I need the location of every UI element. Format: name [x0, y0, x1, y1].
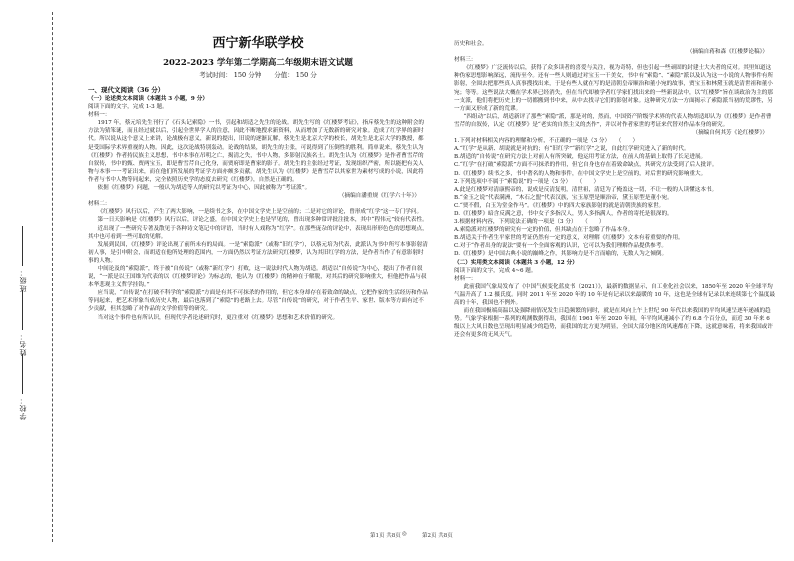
option: B.胡适的“自传说”在研究方法上对前人有所突破，他运用考证方法，在前人的基础上取得了长足进展。 — [454, 154, 707, 161]
name-blank-line — [23, 290, 24, 330]
name-field[interactable] — [18, 290, 28, 356]
paragraph: “四组动”以后，胡适新评了那些“索隐”派，那是对的，然而，中国资产阶级学术界的代表人物胡适却认为《红楼梦》是作者曹雪芹的自叙传，认定《红楼梦》是“老实的自然主义的杰作”，并以对作者家世的考证来代替对作品本身的研究。 — [454, 113, 772, 128]
paragraph: 《红楼梦》广泛流传以后，获得了众多读者的喜爱与关注，视为奇特，但也引起一些顽固的封建士大夫者的反对。其里知道这种伪家思想影响深远，流传至今。还有一些人则通过对宝玉一干美女，书中有“索隐”、“素隐”派以及认为这一小说的人物事件有所影射，全围去把那些真人真事搜找出来，于是有些人就在写的是清朝皇帝顺治和董小宛的故事，贾宝玉和林黛玉就是清世祖和董小宛；等等。这些说法大概在学术界已经消失，但在当代却被学者红学家们找出来的一些新说法中，以“红楼梦”旨在谈政治为主的那一支派，他们将把历史上的一切都搬到书中来，从中去找寻它们的影射对象。这种研究方法一方面揭示了索隐派当初的荒谬性，另一方面又形成了新的荒谬。 — [454, 65, 774, 112]
subsection-heading: （二）实用类文本阅读（本题共 3 小题，12 分） — [454, 259, 578, 266]
instruction: 阅读下面的文字，完成 1-3 题。 — [88, 104, 168, 111]
left-column — [88, 36, 428, 322]
paragraph: 当对这个事件也有所认识，但现代学者论述研究时，更注重对《红楼梦》思想和艺术价值的研究。 — [97, 314, 339, 321]
option: D.《红楼梦》暗含反满之意，书中女子多指汉人，男人多指满人，作者的寄托是很深的。 — [454, 210, 673, 217]
binding-margin — [0, 0, 62, 561]
school-title: 西宁新华联学校 — [212, 36, 304, 51]
source-citation: （摘编自潘重规《红学六十年》） — [338, 193, 420, 200]
question: 3.根据材料内容，下列说法正确的一项是（3 分） （ ） — [454, 219, 605, 226]
class-field-label: 班级： — [19, 268, 27, 292]
option: C.“贾不假，白玉为堂金作马”。《红楼梦》中的四大家族影射的就是清朝贵族的家世。 — [454, 202, 665, 209]
exam-title: 2022-2023 学年第二学期高二年级期末语文试题 — [163, 58, 353, 68]
material-label: 材料二： — [88, 201, 111, 208]
option: A.“红学”是从新、胡说就是对抗的；有“旧红学”“新红学”之说，自此红学研究进入了新的时代。 — [454, 146, 690, 153]
option: D.《红楼梦》续书之多，书中著名的人物和事件，在中国文学史上是空前的，对后世的研究影响重大。 — [454, 170, 707, 177]
paragraph: 发展到民国，《红楼梦》评论出现了前所未有的局面。一是“索隐派”（或称“旧红学”），以蔡元培为代表，此派认为书中所写本事影射清初人事，是引申附会，而胡适在他所处理的范围内，一方面仍然以考证方法研究红楼梦，认为其旧红学的方法，是作者当作了有意影射时事的人物。 — [88, 241, 428, 264]
paragraph: 应当说，“自传说”在打破不科学的“索隐派”方面是有其不可抹杀的作用的，但它本身却存在着致命的缺点，它把作家的生活经历和作品等同起来，把艺术形象当成历史人物，最后也落到了“索隐”的老路上去。尽管“自传说”的研究，对于作者生平、家世、版本等方面有过不少贡献，但其忽略了对作品的文学价值等的研究。 — [88, 290, 428, 313]
paragraph: 此前我国气象局发布了《中国气候变化蓝皮书（2021）》，最新的数据显示，自工业化社会以来，1850年至 2020 年全球平均气温升高了 1.2 摄氏度。同时 2011 年至 2020 年的 10 年是有记录以来最暖的 10 年，这也是全球有记录以来连续第七个温度最高的十年，我国也不例外。 — [454, 283, 776, 306]
school-blank-line — [23, 354, 24, 394]
option: C.对于“作者出身的说法”要有一个全面客观的认识，它可以为我们理解作品提供参考。 — [454, 243, 667, 250]
class-blank-line — [23, 226, 24, 266]
page-number-left: 第1页 共8页 — [370, 533, 401, 539]
paragraph: 依据《红楼梦》问题，一般认为胡适等人的研究以考证为中心，因此被称为“考证派”。 — [97, 185, 311, 192]
paragraph: 中间论及的“索隐派”，终于被“自传说”（或称“新红学”）打败，这一说法时代人物为胡适。胡适以“自传说”为中心，提出了作者自叙说，“一派是以王国维为代表的以《红楼梦评论》为标志的，他认为《红楼梦》的精神在于解脱，对其后的研究影响重大，但他把作品与叔本华悲观主义哲学挂钩。” — [88, 265, 427, 289]
paragraph: 而在我国极端高温以及强降雨情况发生日趋频繁的同时，就是在风向上午上世纪 90 年代以来我国的平均风速呈逐年递减的趋势。气象学家根据一系列的观测数据得出，我国在 1961 年至 2020 年间，年平均风速减小了约 6.8 个百分点，而近 30 年来 6 级以上大风日数也呈现出明显减少的趋势，而我国的北方更为明显，全国大部分地区的风速都在下降，这就意味着，将来我国或许还会有更多的无风天气。 — [454, 308, 773, 339]
question: 2.下列选项中不属于“索隐说”的一项是（3 分） （ ） — [454, 178, 600, 185]
paragraph: 近出现了一些研究专著及散见于各种诗文笔记中的评语，当时有人戏称为“红学”。在那些庞杂的评论中，表现出形形色色的思想观点，其中也可看到一些可取的见解。 — [88, 225, 428, 240]
paragraph: 历史和社会。 — [454, 41, 488, 47]
section-heading: 一、现代文阅读（36 分） — [88, 86, 165, 94]
school-field-label: 学校： — [19, 396, 27, 420]
exam-info: 考试时间： 150 分钟 分值： 150 分 — [199, 71, 317, 79]
right-column — [454, 40, 776, 339]
binding-dashed-line — [52, 12, 53, 542]
source-citation: （摘编自蒋和森《红楼梦论稿》） — [686, 49, 768, 56]
school-field[interactable] — [18, 354, 28, 420]
page-number-right: 第2页 共8页 — [422, 533, 453, 539]
paragraph: 第一日天影响是《红楼梦》风行以后，评论之盛，在中国文学史上也是罕见的，曾出现多种常评批注批本，其中“程伟元”较有代表性。 — [97, 217, 428, 224]
option: D.《红楼梦》是中国古典小说的巅峰之作，其影响力是不言而喻的，无数人为之倾倒。 — [454, 251, 668, 258]
option: C.“红学”在打破“索隐派”方面不可抹杀的作用，但它自身也存在着致命缺点，其研究方法受到了后人批评。 — [454, 162, 718, 169]
question: 1.下列对材料相关内容的理解和分析，不正确的一项是（3 分） （ ） — [454, 138, 639, 145]
footer-center-mark: ◎ — [402, 531, 407, 537]
paragraph: 1917 年，蔡元培先生刊行了《石头记索隐》一书，引起和胡适之先生的论战。胡先生写的《红楼梦考证》，指斥蔡先生的这种附会的方法为猜笨谜，而且经过就以后，引起全世界学人的注意，因此不断地搜求新资料，从而增加了无数新的研究对象。造成了红学界的新时代。所以说从这个意义上来讲，论战极有意义，新说的提出，旧说的逐渐瓦解，蔡先生是北京大学的校长，胡先生是北京大学的教授，都是受国际学术界重视的人物。因此，这次论战特别轰动。论战的结果，胡先生的主张，可说得到了压倒性的胜利。简单说来，蔡先生认为《红楼梦》作者持民族主义思想，书中本事在吊明之亡，揭清之失，书中人物，多影射汉族名士。胡先生认为《红楼梦》是作者曹雪芹的自叙传，书中的甄、贾两宝玉，即是曹雪芹自己化身，而贾府即是曹家的影子。胡先生的主张经过考证，发现组织严密，所以能把有关人物与本事一一考证出来，而在他们所发展的考证学方面亦颇多贡献。胡先生认为《红楼梦》是曹雪芹以其家世为素材写成的小说，因此将作者与书中人物等同起来，完全依照历史学的态度去研究《红楼梦》，自然是正确的。 — [88, 120, 424, 183]
instruction: 阅读下面的文字，完成 4~6 题。 — [454, 267, 537, 274]
name-field-label: 姓名： — [19, 332, 27, 356]
option: B.胡适关于作者生平家世的考证仍然有一定的意义，对理解《红楼梦》文本有着重要的作用。 — [454, 235, 684, 242]
source-citation: （摘编自何其芳《论红楼梦》） — [692, 130, 768, 137]
option: A.索隐派对红楼梦的研究有一定的价值，但其缺点在于忽略了作品本身。 — [454, 227, 634, 234]
class-field[interactable] — [18, 226, 28, 292]
option: B.“金玉之说”代表满洲，“木石之盟”代表汉族，宝玉原型是顺治帝，黛玉原型是董小宛。 — [454, 194, 673, 201]
material-label: 材料一： — [88, 112, 111, 119]
subsection-heading: （一）论述类文本阅读（本题共 3 小题，9 分） — [88, 96, 208, 102]
option: A.此是红楼梦对清康熙帝的，说成是反清复明，清世祖，清廷为了掩盖这一切，不让一般的人读懂这本书。 — [454, 186, 718, 193]
paragraph: 《红楼梦》风行以后，产生了两大影响，一是续书之多，在中国文学史上是空前的；二是对它的评论，曾形成“红学”这一专门学问。 — [97, 209, 423, 216]
material-label: 材料一： — [454, 275, 477, 282]
material-label: 材料三： — [454, 57, 477, 64]
